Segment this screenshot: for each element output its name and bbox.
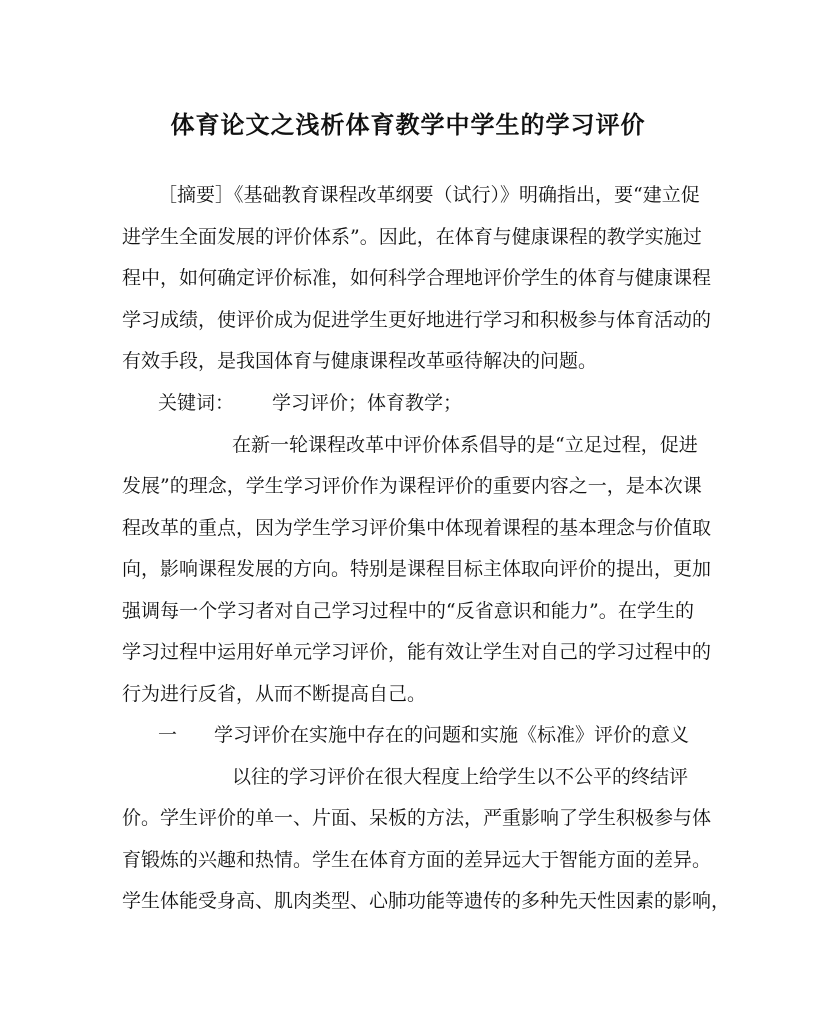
section-line: 学生体能受身高、肌肉类型、心肺功能等遗传的多种先天性因素的影响， <box>122 890 731 912</box>
keywords-label: 关键词： <box>158 392 235 414</box>
intro-line: 发展”的理念，学生学习评价作为课程评价的重要内容之一，是本次课 <box>122 475 702 497</box>
abstract-line: 程中，如何确定评价标准，如何科学合理地评价学生的体育与健康课程 <box>122 267 712 289</box>
abstract-line: 进学生全面发展的评价体系”。因此，在体育与健康课程的教学实施过 <box>122 226 702 248</box>
section-line: 育锻炼的兴趣和热情。学生在体育方面的差异远大于智能方面的差异。 <box>122 849 712 871</box>
section-line: 价。学生评价的单一、片面、呆板的方法，严重影响了学生积极参与体 <box>122 807 712 829</box>
intro-line: 学习过程中运用好单元学习评价，能有效让学生对自己的学习过程中的 <box>122 641 712 663</box>
intro-line: 在新一轮课程改革中评价体系倡导的是“立足过程，促进 <box>232 434 698 456</box>
section-title: 学习评价在实施中存在的问题和实施《标准》评价的意义 <box>214 724 690 746</box>
intro-line: 行为进行反省，从而不断提高自己。 <box>122 683 427 705</box>
abstract-line: 有效手段，是我国体育与健康课程改革亟待解决的问题。 <box>122 350 598 372</box>
section-number: 一 <box>158 724 178 746</box>
abstract-line: 学习成绩，使评价成为促进学生更好地进行学习和积极参与体育活动的 <box>122 309 712 331</box>
document-title: 体育论文之浅析体育教学中学生的学习评价 <box>170 110 646 139</box>
keywords-value: 学习评价；体育教学； <box>272 392 463 414</box>
abstract-line: ［摘要］《基础教育课程改革纲要（试行）》明确指出，要“建立促 <box>158 184 700 206</box>
intro-line: 向，影响课程发展的方向。特别是课程目标主体取向评价的提出，更加 <box>122 558 712 580</box>
intro-line: 强调每一个学习者对自己学习过程中的“反省意识和能力”。在学生的 <box>122 600 694 622</box>
section-line: 以往的学习评价在很大程度上给学生以不公平的终结评 <box>232 766 689 788</box>
intro-line: 程改革的重点，因为学生学习评价集中体现着课程的基本理念与价值取 <box>122 517 712 539</box>
